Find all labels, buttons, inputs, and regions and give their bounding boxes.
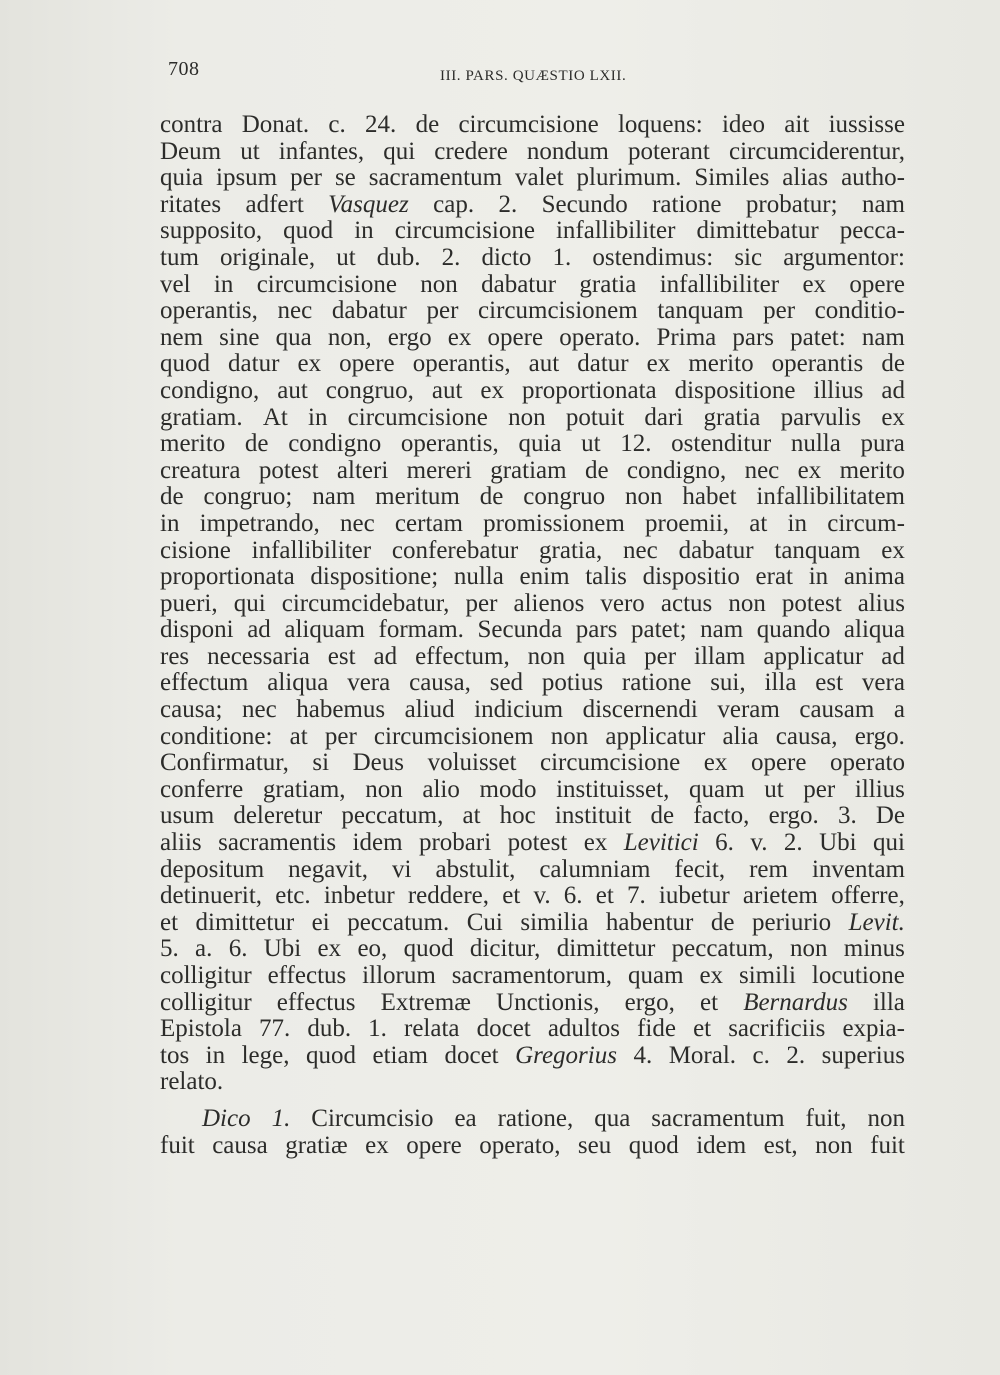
- text-line: fuit causa gratiæ ex opere operato, seu quod idem est, non fuit: [160, 1131, 905, 1159]
- text-line: conferre gratiam, non alio modo instituisset, quam ut per illius: [160, 775, 905, 803]
- text-line: tum originale, ut dub. 2. dicto 1. ostendimus: sic argumentor:: [160, 243, 905, 271]
- text-line: de congruo; nam meritum de congruo non habet infallibilitatem: [160, 483, 905, 511]
- text-line: conditione: at per circumcisionem non applicatur alia causa, ergo.: [160, 722, 905, 750]
- text-line: in impetrando, nec certam promissionem proemii, at in circum-: [160, 509, 905, 537]
- text-line: aliis sacramentis idem probari potest ex Levitici 6. v. 2. Ubi qui: [160, 829, 905, 857]
- text-line: disponi ad aliquam formam. Secunda pars patet; nam quando aliqua: [160, 616, 905, 644]
- body-text: [160, 112, 905, 1159]
- text-line: et dimittetur ei peccatum. Cui similia habentur de periurio Levit.: [160, 908, 905, 936]
- text-line: colligitur effectus Extremæ Unctionis, ergo, et Bernardus illa: [160, 988, 905, 1016]
- text-line: causa; nec habemus aliud indicium discernendi veram causam a: [160, 696, 905, 724]
- text-line: 5. a. 6. Ubi ex eo, quod dicitur, dimittetur peccatum, non minus: [160, 935, 905, 963]
- text-line: Epistola 77. dub. 1. relata docet adultos fide et sacrificiis expia-: [160, 1015, 905, 1043]
- text-line: cisione infallibiliter conferebatur gratia, nec dabatur tanquam ex: [160, 536, 905, 564]
- text-line: detinuerit, etc. inbetur reddere, et v. 6. et 7. iubetur arietem offerre,: [160, 882, 905, 910]
- text-line: Confirmatur, si Deus voluisset circumcisione ex opere operato: [160, 749, 905, 777]
- text-line: nem sine qua non, ergo ex opere operato. Prima pars patet: nam: [160, 323, 905, 351]
- text-line: quod datur ex opere operantis, aut datur ex merito operantis de: [160, 350, 905, 378]
- text-line: creatura potest alteri mereri gratiam de condigno, nec ex merito: [160, 456, 905, 484]
- text-line: operantis, nec dabatur per circumcisionem tanquam per conditio-: [160, 297, 905, 325]
- text-line: vel in circumcisione non dabatur gratia infallibiliter ex opere: [160, 270, 905, 298]
- running-head: III. PARS. QUÆSTIO LXII.: [440, 68, 627, 84]
- text-line: contra Donat. c. 24. de circumcisione loquens: ideo ait iussisse: [160, 111, 905, 138]
- text-line: proportionata dispositione; nulla enim talis dispositio erat in anima: [160, 563, 905, 591]
- text-line: depositum negavit, vi abstulit, calumniam fecit, rem inventam: [160, 855, 905, 883]
- paragraph-1: [160, 112, 905, 1096]
- text-line: pueri, qui circumcidebatur, per alienos vero actus non potest alius: [160, 589, 905, 617]
- text-line: relato.: [160, 1068, 224, 1096]
- text-line: condigno, aut congruo, aut ex proportionata dispositione illius ad: [160, 376, 905, 404]
- text-line: gratiam. At in circumcisione non potuit dari gratia parvulis ex: [160, 403, 905, 431]
- text-line: merito de condigno operantis, quia ut 12. ostenditur nulla pura: [160, 430, 905, 458]
- text-line: Deum ut infantes, qui credere nondum poterant circumciderentur,: [160, 137, 905, 165]
- page-number: 708: [168, 58, 200, 80]
- text-line: effectum aliqua vera causa, sed potius ratione sui, illa est vera: [160, 669, 905, 697]
- text-line: tos in lege, quod etiam docet Gregorius 4. Moral. c. 2. superius: [160, 1041, 905, 1069]
- text-line: colligitur effectus illorum sacramentorum, quam ex simili locutione: [160, 962, 905, 989]
- text-line: supposito, quod in circumcisione infallibiliter dimittebatur pecca-: [160, 217, 905, 245]
- text-line: res necessaria est ad effectum, non quia per illam applicatur ad: [160, 642, 905, 670]
- text-line: quia ipsum per se sacramentum valet plurimum. Similes alias autho-: [160, 164, 905, 192]
- text-line: usum deleretur peccatum, at hoc instituit de facto, ergo. 3. De: [160, 802, 905, 830]
- text-line: Dico 1. Circumcisio ea ratione, qua sacramentum fuit, non: [202, 1104, 905, 1132]
- paragraph-2: [160, 1106, 905, 1159]
- text-line: ritates adfert Vasquez cap. 2. Secundo ratione probatur; nam: [160, 190, 905, 218]
